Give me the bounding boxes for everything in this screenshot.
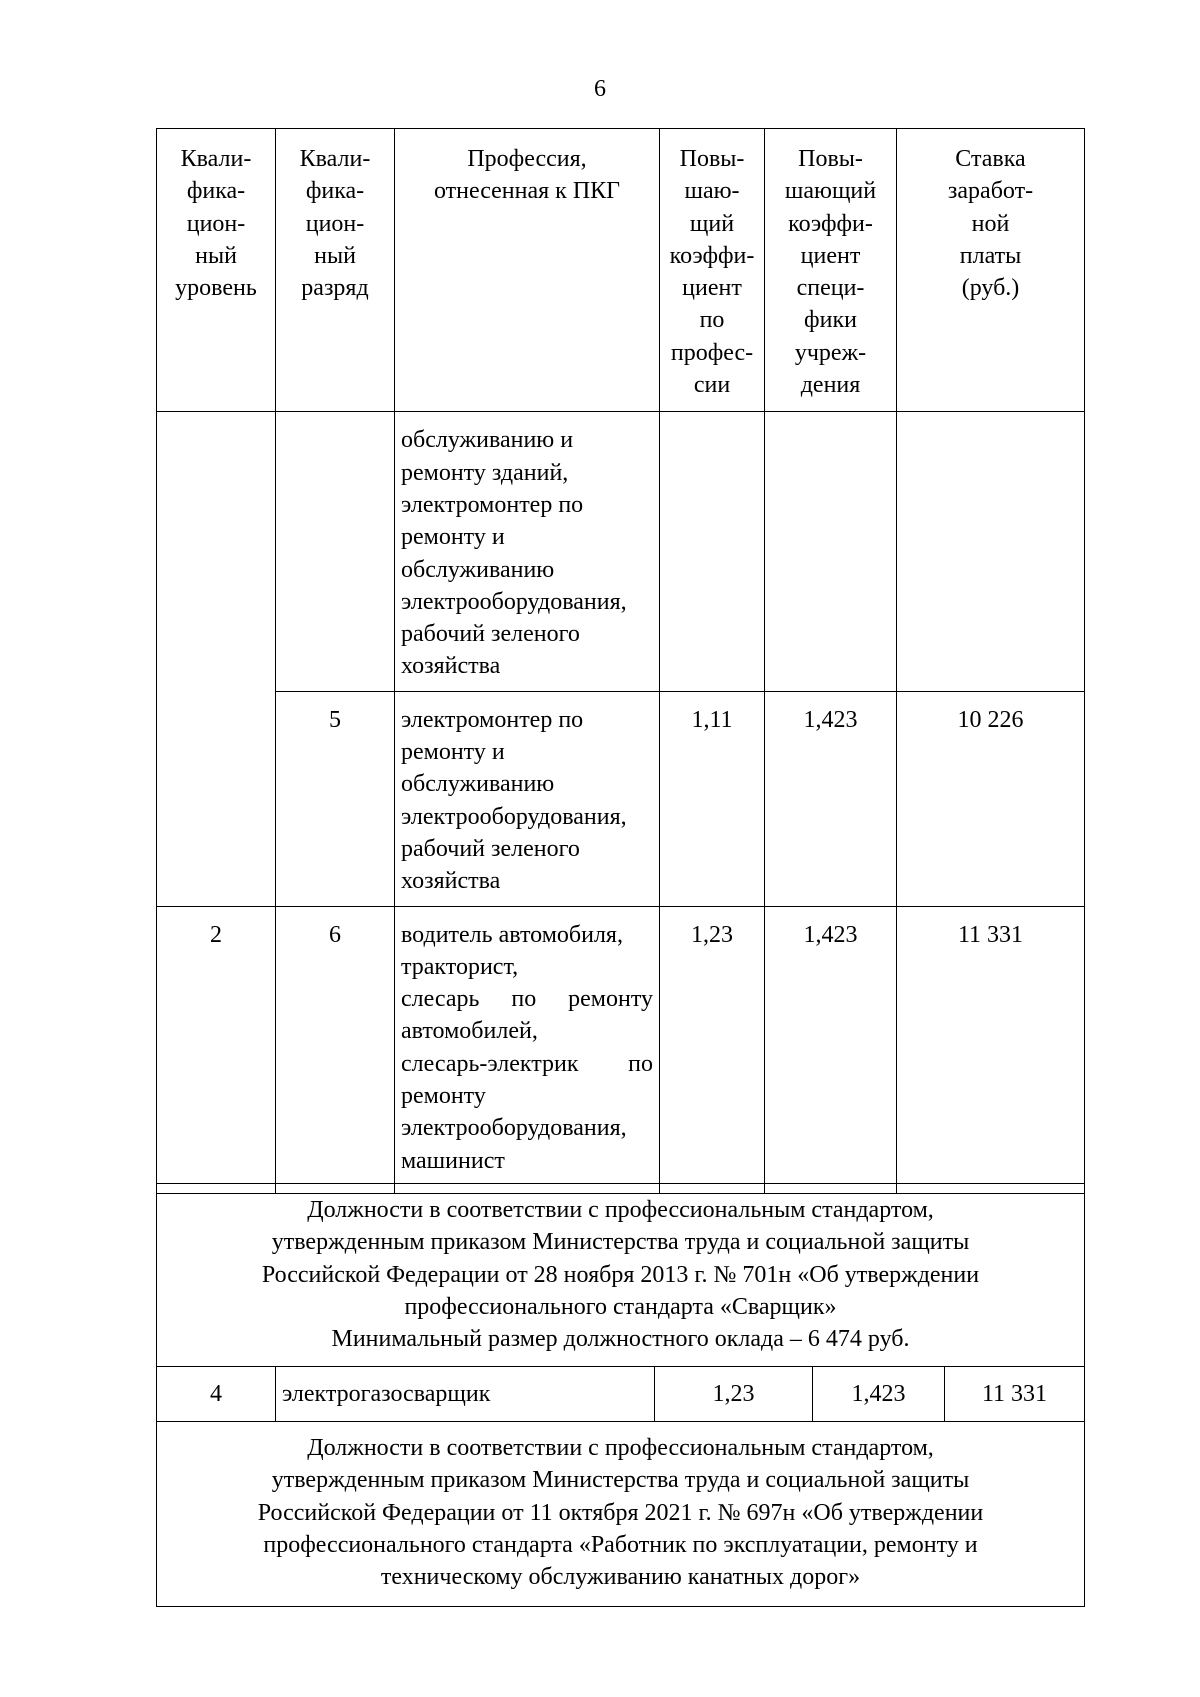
- grade-cell: 4: [157, 1367, 276, 1422]
- header-coefficient-institution: Повы- шающий коэффи- циент специ- фики учреж- дения: [765, 129, 897, 412]
- salary-rate-cell: 11 331: [897, 906, 1085, 1193]
- grade-cell: [276, 412, 395, 691]
- profession-line: автомобилей,: [401, 1018, 538, 1045]
- grade-cell: 5: [276, 691, 395, 906]
- salary-table-continued: [156, 1183, 1085, 1607]
- coefficient-profession-cell: 1,23: [655, 1367, 813, 1422]
- salary-rate-cell: 10 226: [897, 691, 1085, 906]
- profession-cell: электромонтер по ремонту и обслуживанию электрооборудования, рабочий зеленого хозяйства: [395, 691, 660, 906]
- coefficient-profession-cell: [660, 412, 765, 691]
- profession-line: слесарь-электрик по: [401, 1050, 653, 1077]
- level-cell: [157, 412, 276, 906]
- header-profession: Профессия, отнесенная к ПКГ: [395, 129, 660, 412]
- coefficient-profession-cell: 1,23: [660, 906, 765, 1193]
- standard-reference-text: Должности в соответствии с профессиональным стандартом, утвержденным приказом Министерства труда и социальной защиты Российской Федерации от 11 октября 2021 г. № 697н «Об утверждении профессионального стандарта «Работник по эксплуатации, ремонту и техническому обслуживанию канатных дорог»: [257, 1435, 984, 1591]
- profession-cell: [395, 906, 660, 1193]
- profession-cell: обслуживанию и ремонту зданий, электромонтер по ремонту и обслуживанию электрооборудования, рабочий зеленого хозяйства: [395, 412, 660, 691]
- profession-line: электрооборудования,: [401, 1115, 627, 1142]
- table-row: [157, 412, 1085, 691]
- table-row: [157, 906, 1085, 1193]
- section-welder-text: [157, 1184, 1085, 1367]
- coefficient-profession-cell: 1,11: [660, 691, 765, 906]
- coefficient-institution-cell: [765, 412, 897, 691]
- minimum-salary-text: Минимальный размер должностного оклада – 6 474 руб.: [331, 1326, 910, 1353]
- page-number: 6: [594, 76, 606, 102]
- table-row-welder: [157, 1367, 1085, 1422]
- salary-rate-cell: [897, 412, 1085, 691]
- profession-line: машинист: [401, 1147, 505, 1174]
- header-qualification-grade: Квали- фика- цион- ный разряд: [276, 129, 395, 412]
- profession-line: водитель автомобиля,: [401, 921, 623, 948]
- salary-table: [156, 128, 1085, 1194]
- table-row: [157, 691, 1085, 906]
- header-salary-rate: Ставка заработ- ной платы (руб.): [897, 129, 1085, 412]
- profession-line: тракторист,: [401, 953, 519, 980]
- grade-cell: 6: [276, 906, 395, 1193]
- profession-cell: электрогазосварщик: [276, 1367, 655, 1422]
- coefficient-institution-cell: 1,423: [765, 691, 897, 906]
- table-header-row: [157, 129, 1085, 412]
- coefficient-institution-cell: 1,423: [813, 1367, 945, 1422]
- section-row-welder: [157, 1184, 1085, 1367]
- coefficient-institution-cell: 1,423: [765, 906, 897, 1193]
- salary-rate-cell: 11 331: [945, 1367, 1085, 1422]
- header-qualification-level: Квали- фика- цион- ный уровень: [157, 129, 276, 412]
- profession-line: слесарь по ремонту: [401, 986, 653, 1013]
- section-cableway-text: [157, 1422, 1085, 1607]
- profession-line: ремонту: [401, 1083, 486, 1110]
- standard-reference-text: Должности в соответствии с профессиональным стандартом, утвержденным приказом Министерства труда и социальной защиты Российской Федерации от 28 ноября 2013 г. № 701н «Об утверждении профессионального стандарта «Сварщик»: [261, 1197, 980, 1320]
- header-coefficient-profession: Повы- шаю- щий коэффи- циент по профес- сии: [660, 129, 765, 412]
- level-cell: 2: [157, 906, 276, 1193]
- section-row-cableway: [157, 1422, 1085, 1607]
